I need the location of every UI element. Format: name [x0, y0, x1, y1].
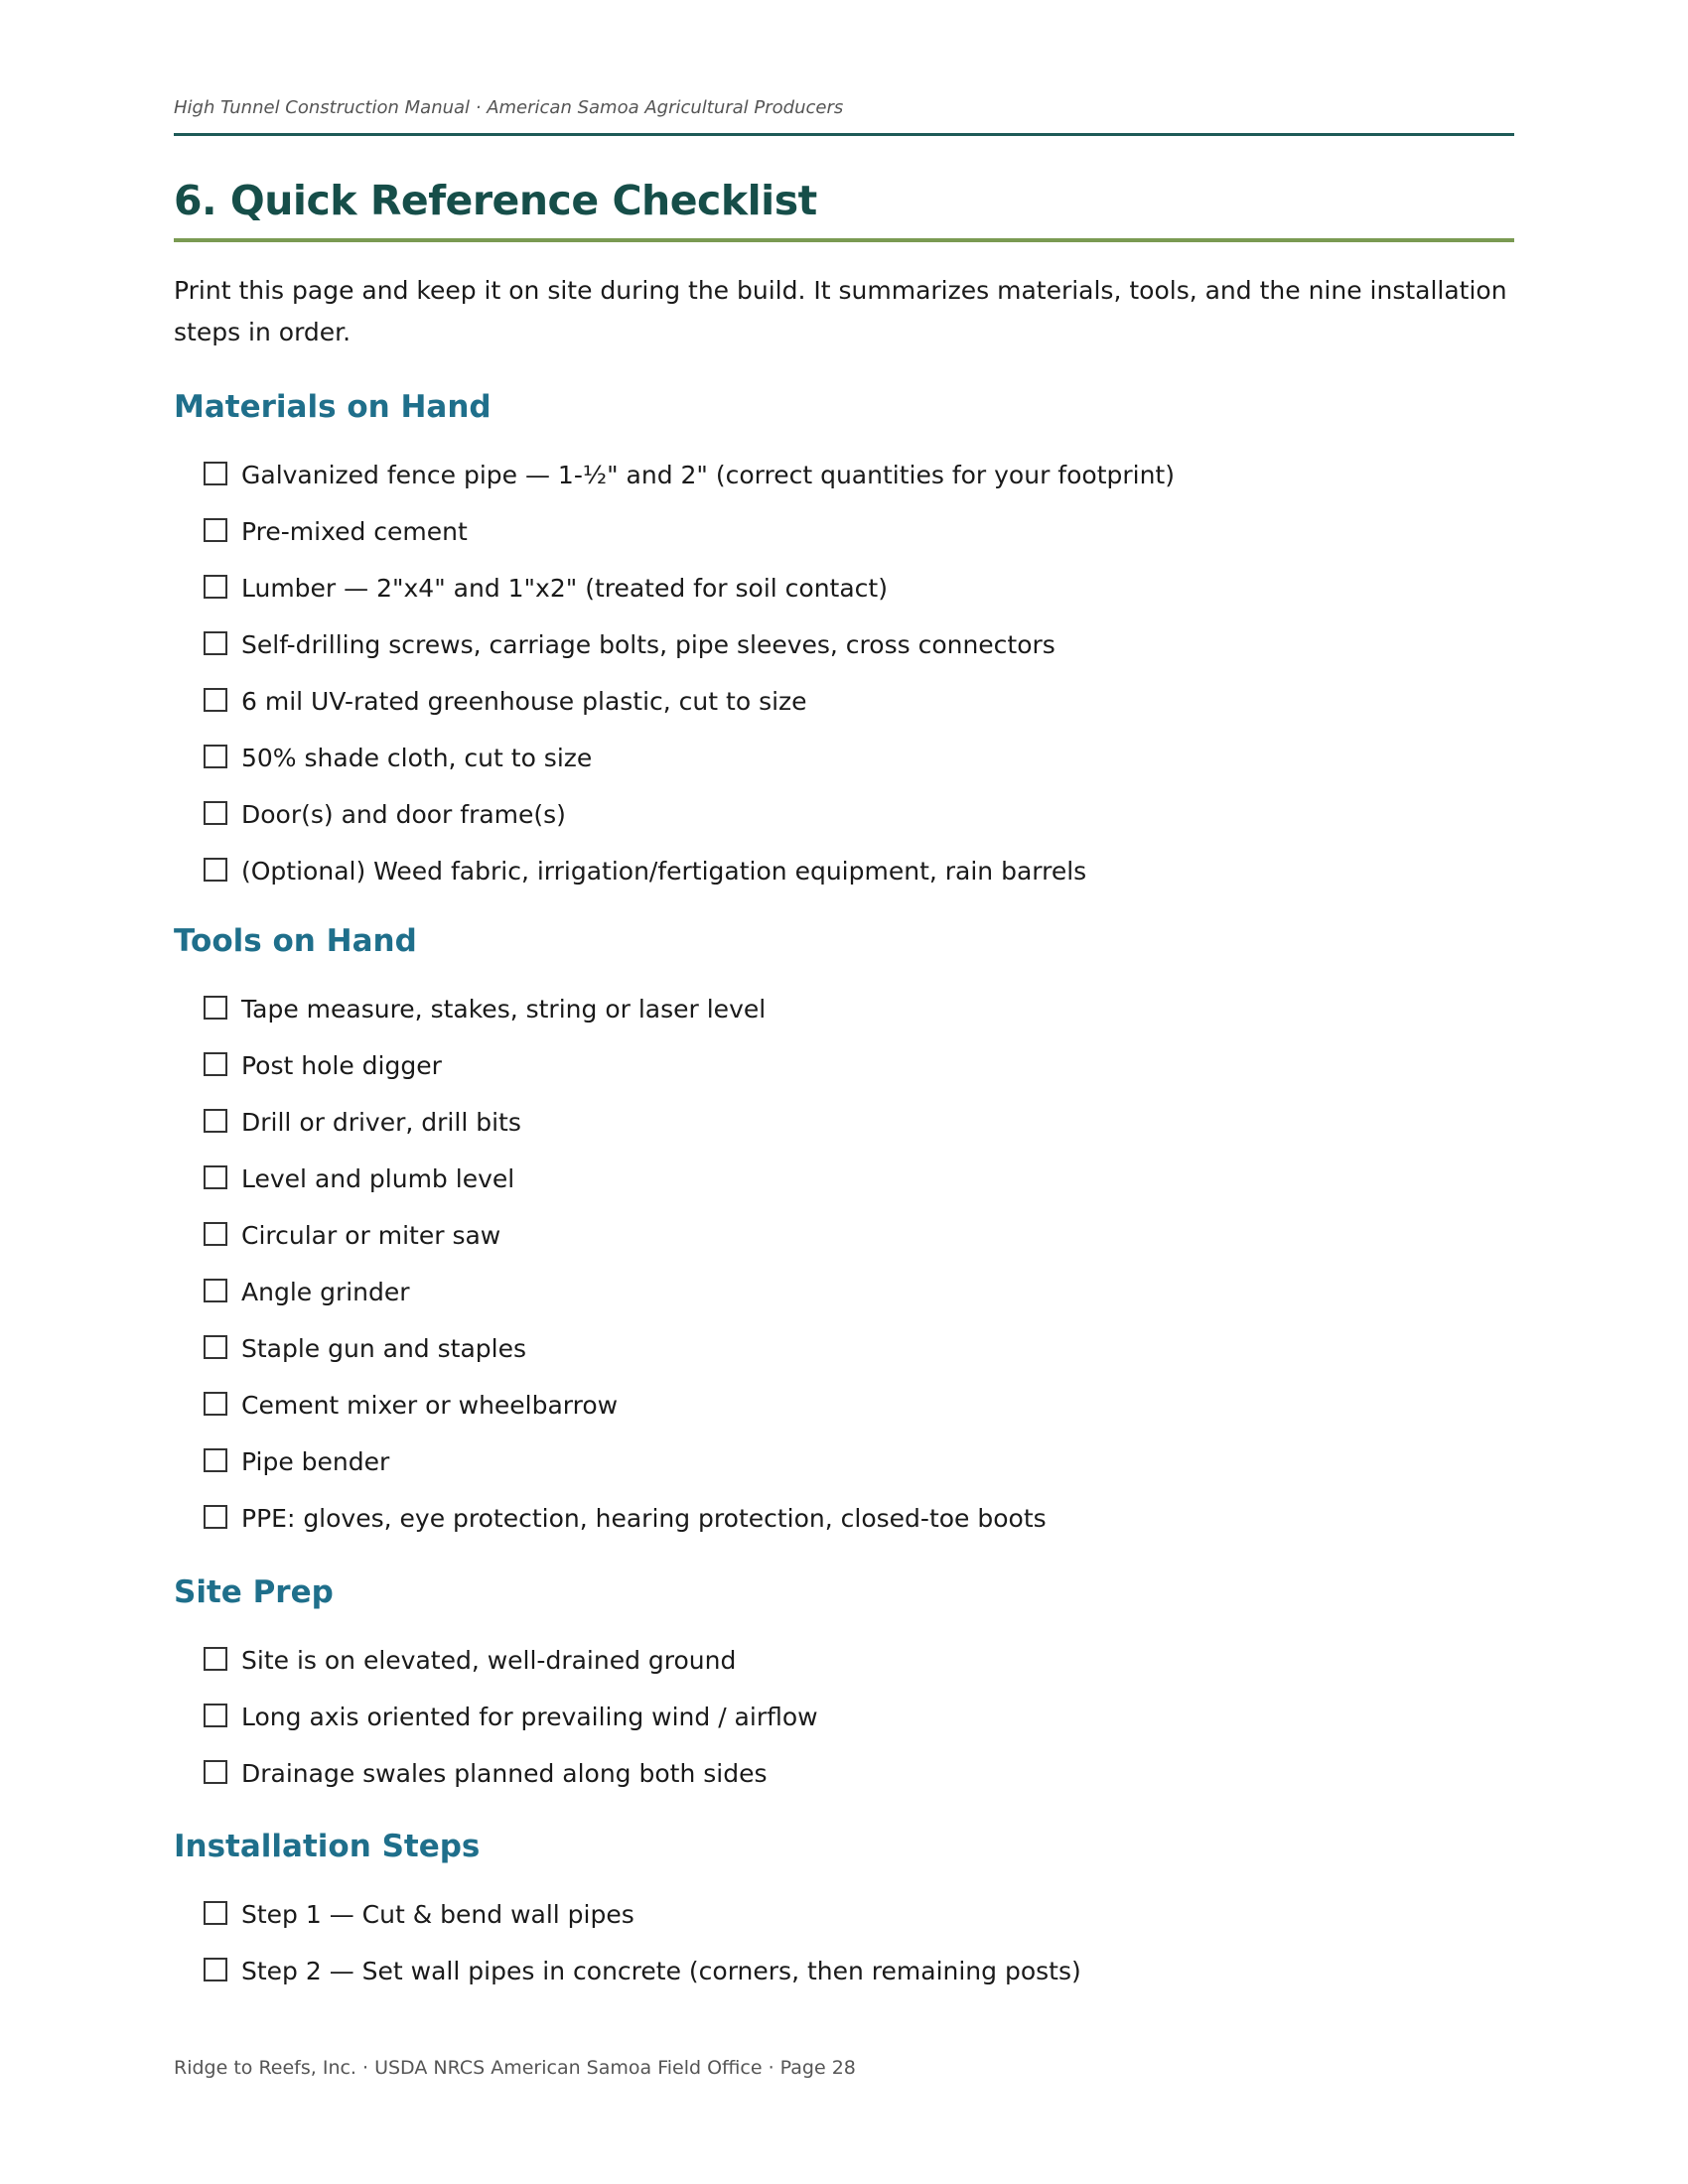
checklist-item: Tape measure, stakes, string or laser level [204, 981, 1047, 1037]
tools-heading: Tools on Hand [174, 923, 417, 959]
tools-checklist [204, 981, 1047, 1547]
checkbox-icon[interactable] [204, 1222, 227, 1246]
site-prep-heading: Site Prep [174, 1574, 334, 1610]
checklist-item: Drainage swales planned along both sides [204, 1745, 818, 1802]
checkbox-icon[interactable] [204, 1165, 227, 1189]
intro-paragraph: Print this page and keep it on site during the build. It summarizes materials, tools, and the nine installation steps in order. [174, 276, 1507, 346]
checkbox-icon[interactable] [204, 996, 227, 1020]
checkbox-icon[interactable] [204, 1647, 227, 1671]
checkbox-icon[interactable] [204, 1901, 227, 1925]
checklist-item: Site is on elevated, well-drained ground [204, 1632, 818, 1689]
running-header: High Tunnel Construction Manual · American Samoa Agricultural Producers [174, 97, 844, 118]
checkbox-icon[interactable] [204, 631, 227, 655]
checklist-item: Level and plumb level [204, 1151, 1047, 1207]
header-rule [174, 133, 1514, 136]
page-title: 6. Quick Reference Checklist [174, 177, 817, 224]
checkbox-icon[interactable] [204, 1392, 227, 1416]
checklist-item: Door(s) and door frame(s) [204, 786, 1175, 843]
checkbox-icon[interactable] [204, 518, 227, 542]
checklist-item: Lumber — 2"x4" and 1"x2" (treated for soil contact) [204, 560, 1175, 616]
title-rule [174, 238, 1514, 242]
checkbox-icon[interactable] [204, 1760, 227, 1784]
checklist-item: 50% shade cloth, cut to size [204, 730, 1175, 786]
checkbox-icon[interactable] [204, 1052, 227, 1076]
materials-heading: Materials on Hand [174, 389, 492, 425]
checklist-item: Step 1 — Cut & bend wall pipes [204, 1886, 1081, 1943]
checkbox-icon[interactable] [204, 1109, 227, 1133]
checklist-item: Galvanized fence pipe — 1-½" and 2" (correct quantities for your footprint) [204, 447, 1175, 503]
checklist-item: 6 mil UV-rated greenhouse plastic, cut to size [204, 673, 1175, 730]
site-prep-checklist [204, 1632, 818, 1802]
page-footer: Ridge to Reefs, Inc. · USDA NRCS American Samoa Field Office · Page 28 [174, 2057, 856, 2079]
checklist-item: (Optional) Weed fabric, irrigation/fertigation equipment, rain barrels [204, 843, 1175, 899]
checkbox-icon[interactable] [204, 1335, 227, 1359]
checklist-item: PPE: gloves, eye protection, hearing protection, closed-toe boots [204, 1490, 1047, 1547]
checklist-item: Step 2 — Set wall pipes in concrete (corners, then remaining posts) [204, 1943, 1081, 1999]
checklist-item: Circular or miter saw [204, 1207, 1047, 1264]
checkbox-icon[interactable] [204, 462, 227, 485]
checklist-item: Drill or driver, drill bits [204, 1094, 1047, 1151]
checkbox-icon[interactable] [204, 1505, 227, 1529]
checkbox-icon[interactable] [204, 1448, 227, 1472]
checklist-item: Pre-mixed cement [204, 503, 1175, 560]
checkbox-icon[interactable] [204, 801, 227, 825]
checkbox-icon[interactable] [204, 1704, 227, 1727]
checklist-item: Self-drilling screws, carriage bolts, pipe sleeves, cross connectors [204, 616, 1175, 673]
installation-checklist [204, 1886, 1081, 1999]
checkbox-icon[interactable] [204, 858, 227, 882]
materials-checklist [204, 447, 1175, 899]
checkbox-icon[interactable] [204, 688, 227, 712]
checkbox-icon[interactable] [204, 1958, 227, 1981]
checklist-item: Long axis oriented for prevailing wind / airflow [204, 1689, 818, 1745]
checklist-item: Post hole digger [204, 1037, 1047, 1094]
checkbox-icon[interactable] [204, 1279, 227, 1302]
checklist-item: Staple gun and staples [204, 1320, 1047, 1377]
checklist-item: Pipe bender [204, 1433, 1047, 1490]
checkbox-icon[interactable] [204, 745, 227, 768]
checklist-item: Angle grinder [204, 1264, 1047, 1320]
installation-heading: Installation Steps [174, 1829, 481, 1864]
checklist-item: Cement mixer or wheelbarrow [204, 1377, 1047, 1433]
checkbox-icon[interactable] [204, 575, 227, 599]
